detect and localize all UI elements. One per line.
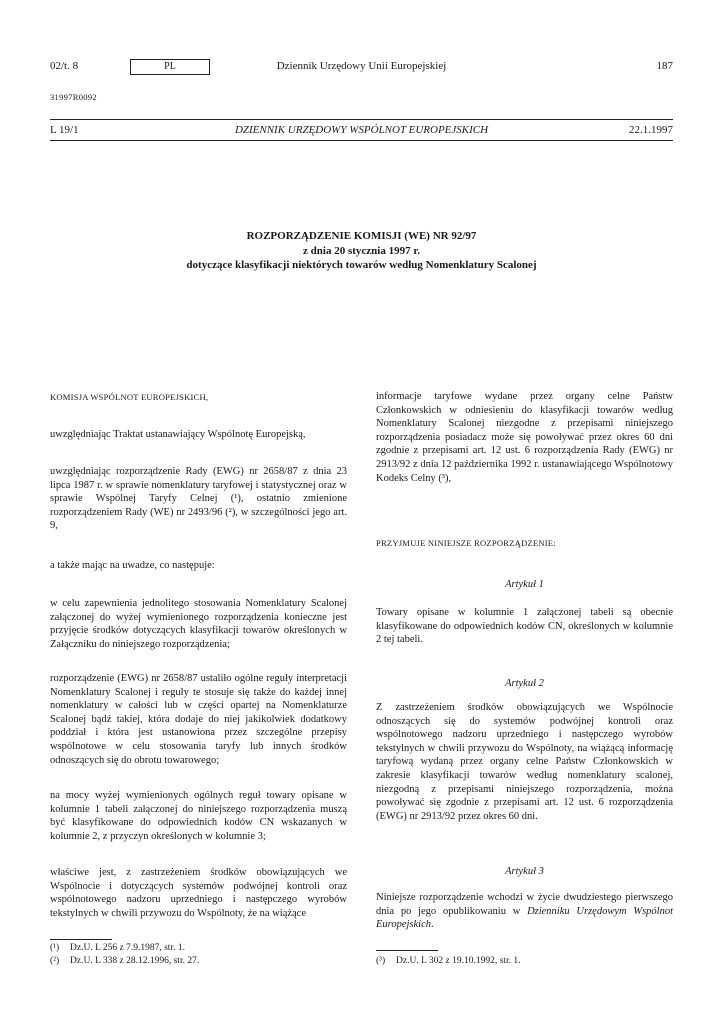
footnote-rule-left [50,939,112,940]
article-3-journal-name: Dzienniku Urzędowym Wspólnot Europejskich [376,905,673,931]
footnote-3-mark: (³) [376,956,386,966]
article-2-heading: Artykuł 2 [505,678,544,689]
language-box: PL [130,59,210,75]
recital-4-continued: informacje taryfowe wydane przez organy celne Państw Członkowskich w odniesieniu do klasyfikacji towarów według Nomenklatury Scalonej niezgodne z przepisami niniejszego rozporządzenia posiadacz może się powoływać przez okres 60 dni zgodnie z przepisami art. 12 ust. 6 rozporządzenia Rady (EWG) nr 2913/92 z dnia 12 października 1992 r. ustanawiającego Wspólnotowy Kodeks Celny (³), [376,391,673,484]
footnote-2-mark: (²) [50,956,60,966]
oj-date: 22.1.1997 [629,124,673,136]
article-3-heading: Artykuł 3 [505,866,544,877]
article-1-heading: Artykuł 1 [505,579,544,590]
footnote-1-text: Dz.U. L 256 z 7.9.1987, str. 1. [70,943,185,953]
recital-intro: a także mając na uwadze, co następuje: [50,560,215,571]
page-number: 187 [656,60,673,72]
recital-4: właściwe jest, z zastrzeżeniem środków obowiązujących we Wspólnocie i dotyczących systemów podwójnej kontroli oraz wspólnotowego nadzoru uprzedniego i następczego wyrobów tekstylnych w chwili przywozu do Wspólnoty, że na wiążące [50,867,347,919]
article-3-text-end: . [431,919,434,931]
recital-2: rozporządzenie (EWG) nr 2658/87 ustaliło ogólne reguły interpretacji Nomenklatury Scalonej i reguły te stosuje się także do każdej innej nomenklatury w całości lub w części opartej na Nomenklaturze Scalonej bądź takiej, która dodaje do niej jakikolwiek dodatkowy poddział i która jest ustanowiona przez szczególne przepisy wspólnotowe w celu stosowania taryfy lub innych środków odnoszących się do obrotu towarowego; [50,673,347,766]
oj-reference: L 19/1 [50,124,79,136]
recital-treaty: uwzględniając Traktat ustanawiający Wspólnotę Europejską, [50,429,306,440]
article-1-text: Towary opisane w kolumnie 1 załączonej tabeli są obecnie klasyfikowane do odpowiednich kodów CN, określonych w kolumnie 2 tej tabeli. [376,607,673,646]
journal-title: Dziennik Urzędowy Unii Europejskiej [276,60,447,72]
recital-regulation: uwzględniając rozporządzenie Rady (EWG) nr 2658/87 z dnia 23 lipca 1987 r. w sprawie nomenklatury taryfowej i statystycznej oraz w sprawie Wspólnej Taryfy Celnej (¹), ostatnio zmienione rozporządzeniem Rady (WE) nr 2493/96 (²), w szczególności jego art. 9, [50,466,347,532]
regulation-title-line1: ROZPORZĄDZENIE KOMISJI (WE) NR 92/97 [246,230,477,242]
recital-1: w celu zapewnienia jednolitego stosowania Nomenklatury Scalonej załączonej do wyżej wymienionego rozporządzenia konieczne jest przyjęcie środków dotyczących klasyfikacji towarów określonych w Załączniku do niniejszego rozporządzenia; [50,598,347,650]
footnote-3-text: Dz.U. L 302 z 19.10.1992, str. 1. [396,956,521,966]
footnote-1 [50,942,347,955]
footnote-rule-right [376,950,438,951]
issue-number: 02/t. 8 [50,60,79,72]
regulation-title-line3: dotyczące klasyfikacji niektórych towarów według Nomenklatury Scalonej [186,259,537,271]
footnote-3 [376,955,673,968]
enacting-formula: PRZYJMUJE NINIEJSZE ROZPORZĄDZENIE: [376,538,556,548]
article-3-text-start: Niniejsze rozporządzenie wchodzi w życie dwudziestego pierwszego dnia po jego opublikowaniu w [376,892,673,917]
preamble-issuer: KOMISJA WSPÓLNOT EUROPEJSKICH, [50,392,209,402]
footnote-1-mark: (¹) [50,943,60,953]
article-2-text: Z zastrzeżeniem środków obowiązujących we Wspólnocie odnoszących się do systemów podwójnej kontroli oraz wspólnotowego nadzoru uprzedniego i następczego wyrobów tekstylnych w chwili przywozu do Wspólnoty, na wiążącą informację taryfową wydaną przez organy celne Państw Członkowskich w zakresie klasyfikacji towarów według nomenklatury scalonej, niezgodną z przepisami niniejszego rozporządzenia, można powoływać się zgodnie z przepisami art. 12 ust. 6 rozporządzenia (EWG) nr 2913/92 przez okres 60 dni. [376,702,673,822]
oj-title: DZIENNIK URZĘDOWY WSPÓLNOT EUROPEJSKICH [234,124,489,136]
regulation-title-line2: z dnia 20 stycznia 1997 r. [303,244,420,257]
footnote-2-text: Dz.U. L 338 z 28.12.1996, str. 27. [70,956,200,966]
article-3-text [376,891,673,932]
footnote-2 [50,955,347,968]
left-column [50,0,347,1024]
right-column [376,0,673,1024]
recital-3: na mocy wyżej wymienionych ogólnych reguł towary opisane w kolumnie 1 tabeli załączonej do niniejszego rozporządzenia muszą być klasyfikowane do odpowiednich kodów CN wskazanych w kolumnie 2, z przyczyn określonych w kolumnie 3; [50,790,347,842]
celex-number: 31997R0092 [50,92,97,102]
